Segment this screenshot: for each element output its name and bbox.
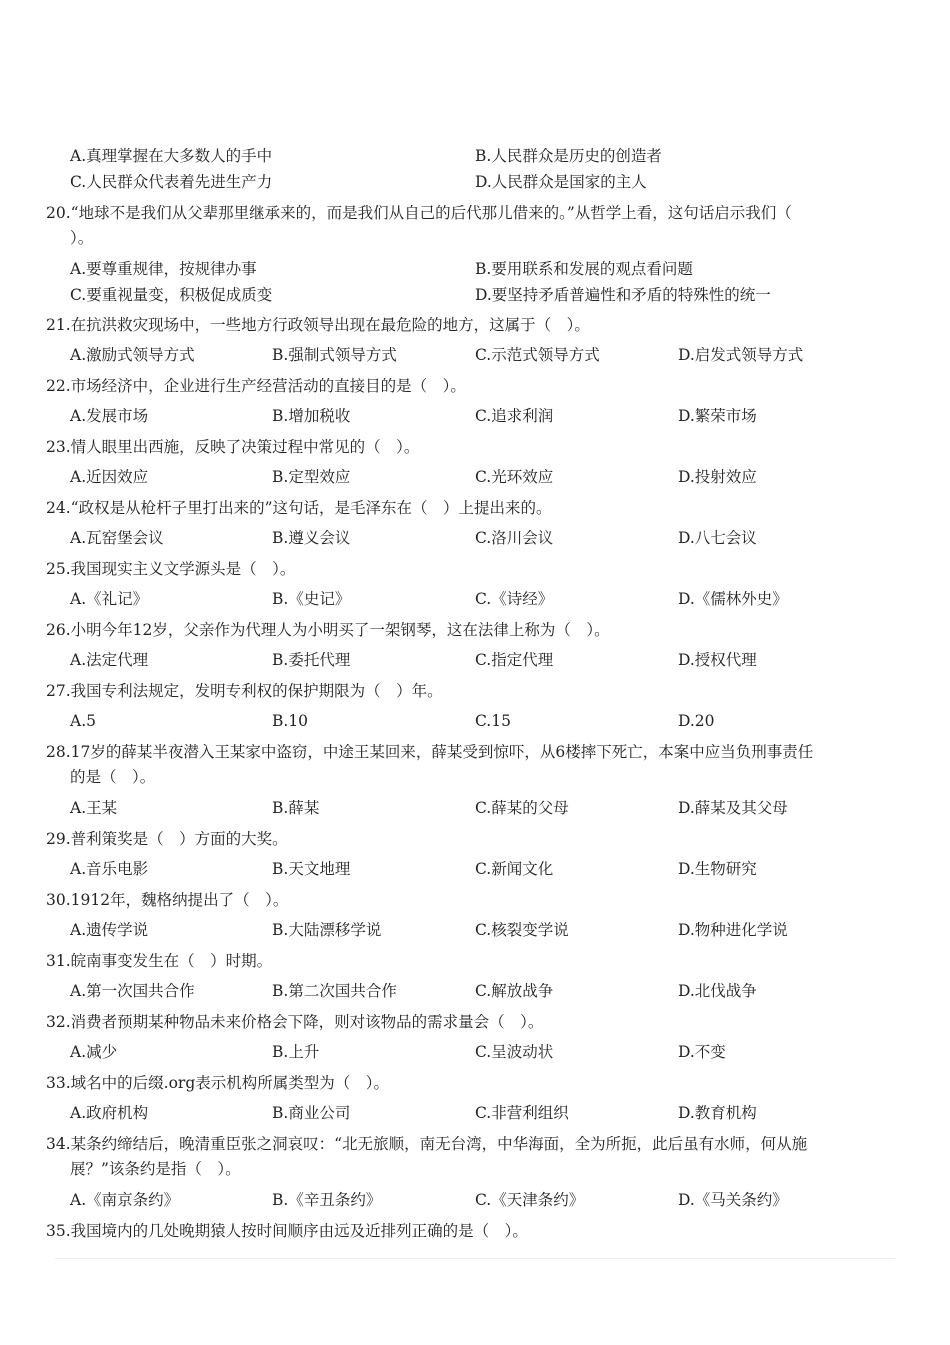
q29-option-d: D.生物研究 [678,860,757,878]
q32-text: 32.消费者预期某种物品未来价格会下降，则对该物品的需求量会（ ）。 [46,1013,544,1031]
q23-option-b: B.定型效应 [272,468,351,486]
q34-option-a: A.《南京条约》 [70,1191,180,1209]
q29-option-c: C.新闻文化 [475,860,554,878]
q32-option-a: A.减少 [70,1043,118,1061]
q26-option-c: C.指定代理 [475,651,554,669]
q31-text: 31.皖南事变发生在（ ）时期。 [46,952,273,970]
q29-option-b: B.天文地理 [272,860,351,878]
q33-option-a: A.政府机构 [70,1104,149,1122]
q24-option-a: A.瓦窑堡会议 [70,529,164,547]
q27-option-c: C.15 [475,712,511,730]
q27-option-d: D.20 [678,712,715,730]
q28-text-line1: 28.17岁的薛某半夜潜入王某家中盗窃，中途王某回来，薛某受到惊吓，从6楼摔下死亡，本案中应当负刑事责任 [46,743,814,761]
q23-option-a: A.近因效应 [70,468,149,486]
q28-text-line2: 的是（ ）。 [70,768,156,786]
q33-option-c: C.非营利组织 [475,1104,569,1122]
q23-option-c: C.光环效应 [475,468,554,486]
q25-option-d: D.《儒林外史》 [678,590,788,608]
q19-option-c: C.人民群众代表着先进生产力 [70,173,273,191]
q19-option-b: B.人民群众是历史的创造者 [475,147,662,165]
q19-option-a: A.真理掌握在大多数人的手中 [70,147,273,165]
q30-text: 30.1912年，魏格纳提出了（ ）。 [46,891,289,909]
q30-option-c: C.核裂变学说 [475,921,569,939]
q21-option-a: A.激励式领导方式 [70,346,195,364]
q32-option-c: C.呈波动状 [475,1043,554,1061]
q28-option-d: D.薛某及其父母 [678,799,788,817]
q24-option-c: C.洛川会议 [475,529,554,547]
q31-option-d: D.北伐战争 [678,982,757,1000]
q26-option-b: B.委托代理 [272,651,351,669]
q29-option-a: A.音乐电影 [70,860,149,878]
q34-text-line1: 34.某条约缔结后，晚清重臣张之洞哀叹：“北无旅顺，南无台湾，中华海面，全为所扼，此后虽有水师，何从施 [46,1135,808,1153]
q28-option-b: B.薛某 [272,799,320,817]
q26-text: 26.小明今年12岁，父亲作为代理人为小明买了一架钢琴，这在法律上称为（ ）。 [46,621,610,639]
q27-option-b: B.10 [272,712,309,730]
q33-text: 33.域名中的后缀.org表示机构所属类型为（ ）。 [46,1074,389,1092]
q25-text: 25.我国现实主义文学源头是（ ）。 [46,560,296,578]
q32-option-b: B.上升 [272,1043,320,1061]
q21-option-c: C.示范式领导方式 [475,346,600,364]
q34-text-line2: 展？”该条约是指（ ）。 [70,1160,241,1178]
q33-option-b: B.商业公司 [272,1104,351,1122]
q20-text-line2: ）。 [70,229,94,247]
q22-option-d: D.繁荣市场 [678,407,757,425]
q20-option-d: D.要坚持矛盾普遍性和矛盾的特殊性的统一 [475,286,771,304]
q25-option-b: B.《史记》 [272,590,351,608]
q21-text: 21.在抗洪救灾现场中，一些地方行政领导出现在最危险的地方，这属于（ ）。 [46,316,590,334]
page-bottom-divider [55,1258,895,1259]
q20-option-b: B.要用联系和发展的观点看问题 [475,260,693,278]
q32-option-d: D.不变 [678,1043,726,1061]
q20-option-a: A.要尊重规律，按规律办事 [70,260,257,278]
q23-text: 23.情人眼里出西施，反映了决策过程中常见的（ ）。 [46,438,420,456]
q31-option-a: A.第一次国共合作 [70,982,195,1000]
q34-option-d: D.《马关条约》 [678,1191,788,1209]
q19-option-d: D.人民群众是国家的主人 [475,173,647,191]
q22-option-b: B.增加税收 [272,407,351,425]
q22-option-a: A.发展市场 [70,407,149,425]
q34-option-c: C.《天津条约》 [475,1191,585,1209]
q26-option-d: D.授权代理 [678,651,757,669]
q24-option-d: D.八七会议 [678,529,757,547]
q33-option-d: D.教育机构 [678,1104,757,1122]
q35-text: 35.我国境内的几处晚期猿人按时间顺序由远及近排列正确的是（ ）。 [46,1222,528,1240]
q28-option-a: A.王某 [70,799,118,817]
q29-text: 29.普利策奖是（ ）方面的大奖。 [46,830,288,848]
q21-option-d: D.启发式领导方式 [678,346,804,364]
q27-option-a: A.5 [70,712,96,730]
q26-option-a: A.法定代理 [70,651,149,669]
q25-option-c: C.《诗经》 [475,590,554,608]
q30-option-b: B.大陆漂移学说 [272,921,382,939]
q20-text-line1: 20.“地球不是我们从父辈那里继承来的，而是我们从自己的后代那儿借来的。”从哲学上看，这句话启示我们（ [46,204,792,222]
q31-option-c: C.解放战争 [475,982,554,1000]
q27-text: 27.我国专利法规定，发明专利权的保护期限为（ ）年。 [46,682,443,700]
q22-text: 22.市场经济中，企业进行生产经营活动的直接目的是（ ）。 [46,377,466,395]
q31-option-b: B.第二次国共合作 [272,982,397,1000]
q21-option-b: B.强制式领导方式 [272,346,397,364]
q23-option-d: D.投射效应 [678,468,757,486]
q30-option-a: A.遗传学说 [70,921,149,939]
q25-option-a: A.《礼记》 [70,590,149,608]
q20-option-c: C.要重视量变，积极促成质变 [70,286,273,304]
q24-text: 24.“政权是从枪杆子里打出来的”这句话，是毛泽东在（ ）上提出来的。 [46,499,552,517]
q30-option-d: D.物种进化学说 [678,921,788,939]
q24-option-b: B.遵义会议 [272,529,351,547]
q28-option-c: C.薛某的父母 [475,799,569,817]
q22-option-c: C.追求利润 [475,407,554,425]
q34-option-b: B.《辛丑条约》 [272,1191,382,1209]
